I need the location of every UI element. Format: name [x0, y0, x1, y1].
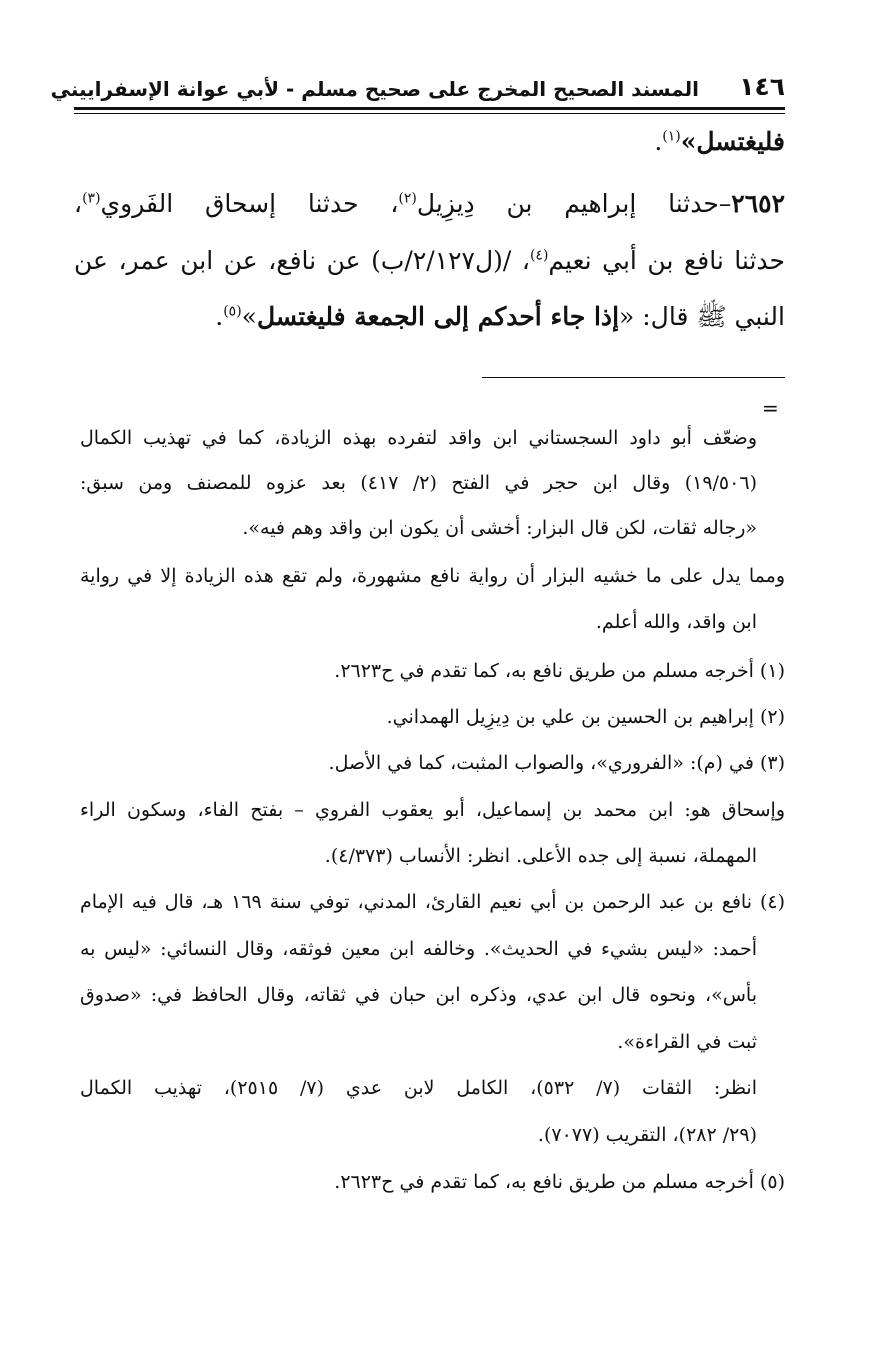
- footnote-4-line-5: انظر: الثقات (٧/ ٥٣٢)، الكامل لابن عدي (٧/ ٢٥١٥)، تهذيب الكمال: [80, 1077, 757, 1099]
- footnote-4-line-6: (٢٩/ ٢٨٢)، التقريب (٧٠٧٧).: [537, 1124, 757, 1146]
- footnote-ref-4: (٤): [529, 247, 549, 264]
- footnote-1: (١) أخرجه مسلم من طريق نافع به، كما تقدم في ح٢٦٢٣.: [334, 660, 785, 682]
- footnote-5: (٥) أخرجه مسلم من طريق نافع به، كما تقدم في ح٢٦٢٣.: [334, 1171, 785, 1193]
- footnote-3-note-line-2: المهملة، نسبة إلى جده الأعلى. انظر: الأنساب (٤/٣٧٣).: [324, 845, 757, 867]
- footnote-3-note-line-1: وإسحاق هو: ابن محمد بن إسماعيل، أبو يعقوب الفروي – بفتح الفاء، وسكون الراء: [80, 799, 785, 821]
- footnote-ref-1: (١): [662, 128, 681, 145]
- main-line-4: [74, 302, 785, 332]
- isnad-text-b: ، حدثنا إسحاق الفَروي: [100, 189, 399, 218]
- main-line-1: [74, 127, 785, 157]
- page-header: [50, 72, 785, 106]
- footnote-ref-5: (٥): [223, 303, 242, 320]
- footnote-continuation-line-4: ومما يدل على ما خشيه البزار أن رواية نافع مشهورة، ولم تقع هذه الزيادة إلا في رواية: [80, 565, 785, 587]
- footnote-4-line-2: أحمد: «ليس بشيء في الحديث». وخالفه ابن معين فوثقه، وقال النسائي: «ليس به: [80, 938, 757, 960]
- footnote-3: (٣) في (م): «الفروري»، والصواب المثبت، كما في الأصل.: [328, 752, 785, 774]
- footnote-ref-3: (٣): [82, 190, 101, 207]
- hadith-end-text: فليغتسل»: [680, 127, 785, 156]
- header-rule-thick: [74, 107, 785, 110]
- isnad-text-d: حدثنا نافع بن أبي نعيم: [548, 246, 786, 275]
- footnote-continuation-line-3: «رجاله ثقات، لكن قال البزار: أخشى أن يكون ابن واقد وهم فيه».: [242, 517, 757, 539]
- period: .: [215, 302, 224, 331]
- matn-intro: النبي ﷺ قال: «: [619, 302, 785, 331]
- running-title: المسند الصحيح المخرج على صحيح مسلم - لأبي عوانة الإسفراييني: [50, 77, 699, 101]
- main-line-3: [74, 246, 785, 276]
- footnote-4-line-3: بأس»، ونحوه قال ابن عدي، وذكره ابن حبان في ثقاته، وقال الحافظ في: «صدوق: [80, 984, 757, 1006]
- footnote-4-line-4: ثبت في القراءة».: [617, 1031, 757, 1053]
- hadith-number: ٢٦٥٢: [731, 189, 785, 218]
- main-line-2: [74, 189, 785, 219]
- quote-close: »: [241, 302, 257, 331]
- footnote-continuation-line-1: وضعّف أبو داود السجستاني ابن واقد لتفرده بهذه الزيادة، كما في تهذيب الكمال: [80, 427, 757, 449]
- isnad-text-e: ، /(ل٢/١٢٧/ب) عن نافع، عن ابن عمر، عن: [74, 246, 530, 275]
- isnad-text-a: –حدثنا إبراهيم بن دِيزِيل: [416, 189, 732, 218]
- footnote-continuation-mark: =: [762, 396, 779, 420]
- period: .: [654, 127, 663, 156]
- footnote-2: (٢) إبراهيم بن الحسين بن علي بن دِيزِيل الهمداني.: [386, 706, 785, 728]
- footnote-continuation-line-2: (١٩/٥٠٦) وقال ابن حجر في الفتح (٢/ ٤١٧) بعد عزوه للمصنف ومن سبق:: [80, 472, 757, 494]
- page-number: ١٤٦: [739, 72, 785, 101]
- matn-text: إذا جاء أحدكم إلى الجمعة فليغتسل: [256, 302, 620, 331]
- isnad-text-c: ،: [74, 189, 83, 218]
- header-rule-thin: [74, 113, 785, 114]
- footnote-continuation-line-5: ابن واقد، والله أعلم.: [595, 611, 757, 633]
- footnote-separator: [482, 377, 785, 378]
- footnote-4-line-1: (٤) نافع بن عبد الرحمن بن أبي نعيم القارئ، المدني، توفي سنة ١٦٩ هـ، قال فيه الإمام: [80, 891, 786, 913]
- footnote-ref-2: (٢): [398, 190, 417, 207]
